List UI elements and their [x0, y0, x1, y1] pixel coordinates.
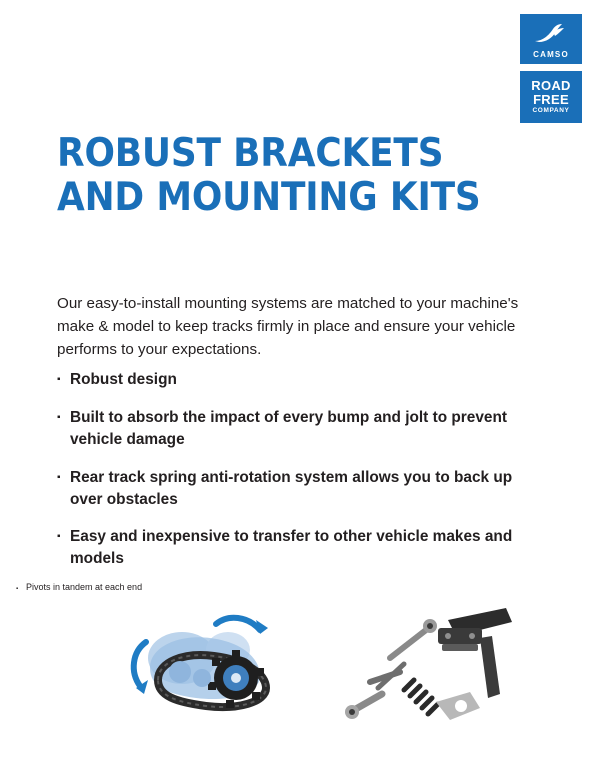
bullet-square-icon	[57, 526, 70, 542]
camso-swoosh-icon	[520, 20, 582, 46]
feature-bullet-list	[57, 369, 547, 586]
list-item-label: Built to absorb the impact of every bump and jolt to prevent vehicle damage	[70, 408, 507, 448]
page-title-line1: ROBUST BRACKETS	[57, 131, 444, 176]
list-item	[57, 526, 547, 570]
list-item	[57, 467, 547, 511]
bullet-square-icon	[57, 369, 70, 385]
illustration-area	[0, 598, 600, 767]
list-item	[57, 407, 547, 451]
mounting-bracket-hardware-icon	[330, 598, 520, 728]
intro-paragraph: Our easy-to-install mounting systems are matched to your machine's make & model to keep tracks firmly in place and ensure your vehicle performs to your expectations.	[57, 295, 519, 359]
footnote	[16, 582, 142, 594]
list-item-label: Rear track spring anti-rotation system allows you to back up over obstacles	[70, 468, 513, 508]
footnote-label: Pivots in tandem at each end	[26, 582, 143, 592]
road-free-line2: FREE	[533, 91, 569, 107]
bullet-square-icon	[57, 407, 70, 423]
footnote-bullet-icon	[16, 582, 26, 592]
page-title	[57, 132, 489, 219]
camso-wordmark: CAMSO	[533, 50, 569, 59]
logo-block	[520, 14, 582, 123]
bullet-square-icon	[57, 467, 70, 483]
road-free-line1: ROAD	[531, 78, 571, 94]
camso-logo	[520, 14, 582, 64]
page-title-line2: AND MOUNTING KITS	[57, 174, 481, 220]
road-free-line3: COMPANY	[532, 106, 570, 114]
list-item-label: Robust design	[70, 371, 177, 388]
road-free-company-logo	[520, 71, 582, 123]
list-item-label: Easy and inexpensive to transfer to other vehicle makes and models	[70, 528, 513, 568]
track-system-diagram-icon	[110, 606, 310, 726]
list-item	[57, 369, 547, 391]
